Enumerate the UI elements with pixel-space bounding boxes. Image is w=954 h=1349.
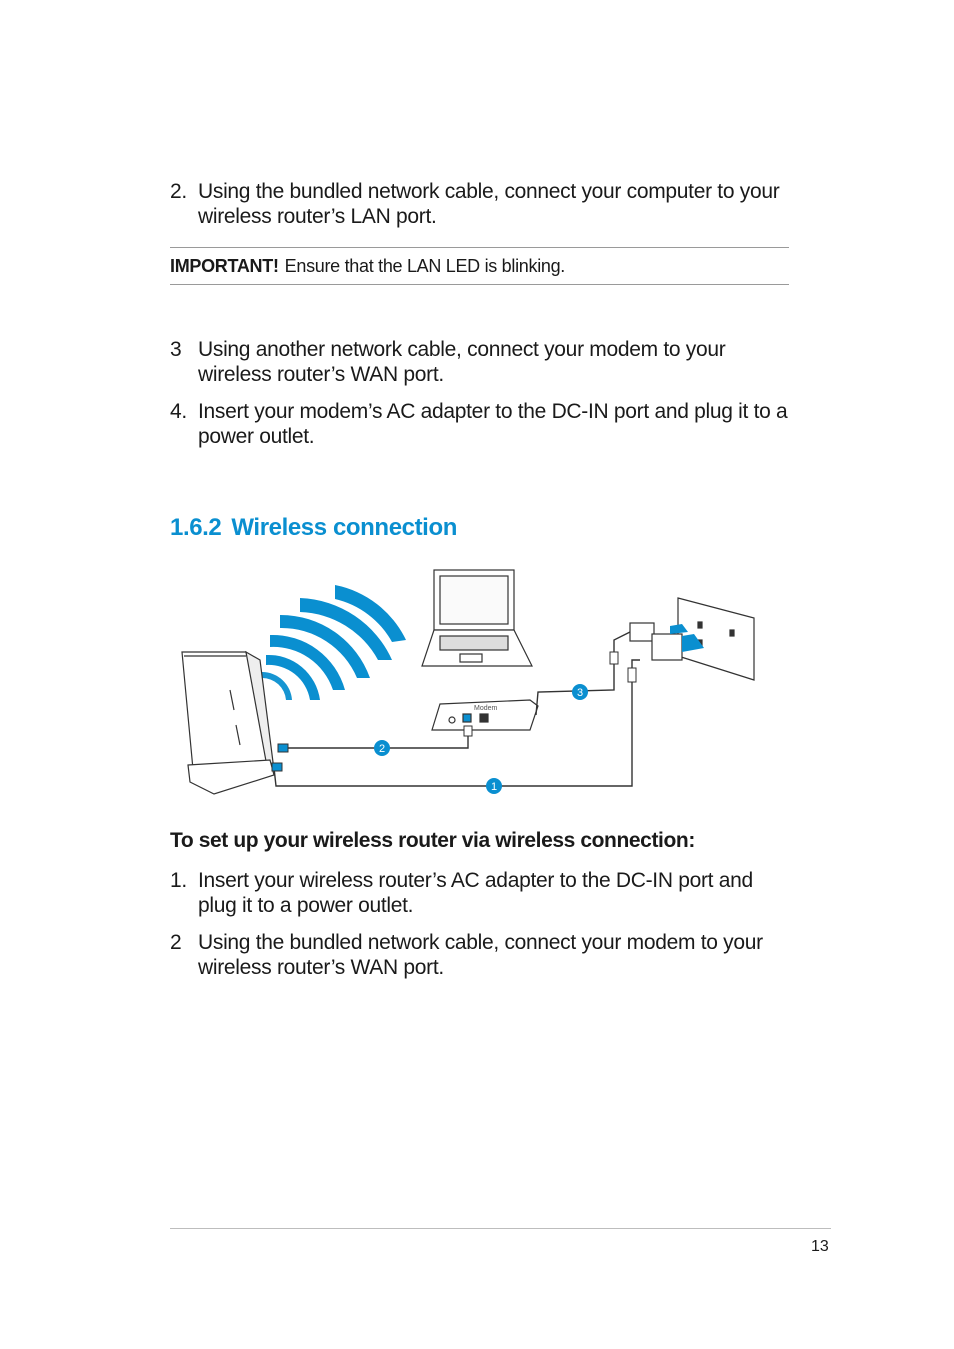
step-text: Using the bundled network cable, connect your computer to your wireless router’s LAN port. (198, 180, 780, 228)
svg-text:1: 1 (490, 781, 498, 793)
step-text: Insert your wireless router’s AC adapter to the DC-IN port and plug it to a power outlet. (198, 869, 753, 917)
svg-text:2: 2 (378, 743, 386, 755)
important-text: Ensure that the LAN LED is blinking. (284, 256, 566, 276)
section-number: 1.6.2 (170, 514, 222, 541)
callout-1 (486, 778, 502, 794)
callout-3 (572, 684, 588, 700)
page-number: 13 (811, 1238, 829, 1255)
step-number: 1. (170, 869, 187, 892)
footer-rule (170, 1228, 831, 1229)
router-icon (182, 652, 274, 794)
wifi-waves-icon (262, 585, 406, 700)
step-text: Insert your modem’s AC adapter to the DC-IN port and plug it to a power outlet. (198, 400, 788, 448)
step-number: 4. (170, 400, 187, 423)
svg-text:3: 3 (576, 687, 584, 699)
callout-2 (374, 740, 390, 756)
note-top-rule (170, 247, 789, 248)
modem-label: Modem (474, 705, 498, 712)
step-text: Using the bundled network cable, connect your modem to your wireless router’s WAN port. (198, 931, 763, 979)
modem-icon (432, 700, 538, 730)
important-label: IMPORTANT! (170, 256, 279, 276)
section-title (170, 514, 457, 542)
section-title-text: Wireless connection (231, 514, 457, 541)
subheading: To set up your wireless router via wireless connection: (170, 829, 695, 852)
important-note (170, 255, 565, 277)
step-number: 2 (170, 931, 182, 954)
wireless-connection-diagram (170, 560, 770, 800)
laptop-icon (422, 570, 532, 666)
step-text: Using another network cable, connect your modem to your wireless router’s WAN port. (198, 338, 726, 386)
step-number: 3 (170, 338, 182, 361)
note-bottom-rule (170, 284, 789, 285)
step-number: 2. (170, 180, 187, 203)
